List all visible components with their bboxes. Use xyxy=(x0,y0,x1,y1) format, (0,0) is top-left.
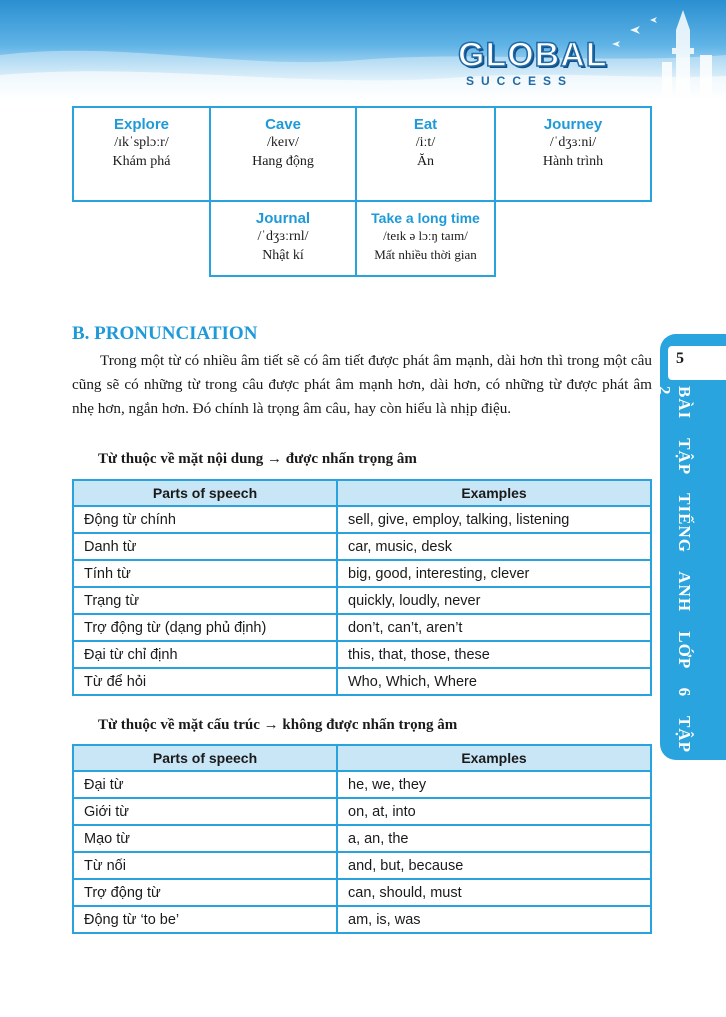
structure-words-heading: Từ thuộc về mặt cấu trúc → không được nhấn trọng âm xyxy=(98,717,458,733)
vocab-ipa: /keɪv/ xyxy=(267,135,299,150)
vocab-ipa: /teɪk ə lɔːŋ taɪm/ xyxy=(383,228,468,243)
vocab-cell xyxy=(72,106,211,202)
column-header: Examples xyxy=(337,480,651,506)
vocab-meaning: Nhật kí xyxy=(262,248,304,263)
content-words-table xyxy=(72,479,652,696)
unit-number: 5 xyxy=(676,350,684,367)
table-row xyxy=(73,771,651,798)
examples-cell: on, at, into xyxy=(337,798,651,825)
part-of-speech-cell: Động từ ‘to be’ xyxy=(73,906,337,933)
examples-cell: big, good, interesting, clever xyxy=(337,560,651,587)
vocab-word: Journey xyxy=(543,116,603,133)
vocab-meaning: Khám phá xyxy=(112,154,171,169)
vocab-cell xyxy=(355,200,496,277)
vocab-word: Explore xyxy=(113,116,170,133)
part-of-speech-cell: Giới từ xyxy=(73,798,337,825)
table-header-row xyxy=(73,480,651,506)
table-row xyxy=(73,506,651,533)
column-header: Examples xyxy=(337,745,651,771)
examples-cell: sell, give, employ, talking, listening xyxy=(337,506,651,533)
header-banner xyxy=(0,0,726,100)
examples-cell: car, music, desk xyxy=(337,533,651,560)
examples-cell: a, an, the xyxy=(337,825,651,852)
vocab-word: Journal xyxy=(255,210,311,227)
examples-cell: don’t, can’t, aren’t xyxy=(337,614,651,641)
vocab-ipa: /ɪkˈsplɔːr/ xyxy=(114,135,169,150)
vocab-cell xyxy=(494,106,652,202)
section-title: B. PRONUNCIATION xyxy=(72,323,258,344)
examples-cell: Who, Which, Where xyxy=(337,668,651,695)
part-of-speech-cell: Đại từ chỉ định xyxy=(73,641,337,668)
table-row xyxy=(73,614,651,641)
part-of-speech-cell: Động từ chính xyxy=(73,506,337,533)
part-of-speech-cell: Trợ động từ xyxy=(73,879,337,906)
examples-cell: this, that, those, these xyxy=(337,641,651,668)
table-row xyxy=(73,533,651,560)
examples-cell: quickly, loudly, never xyxy=(337,587,651,614)
table-header-row xyxy=(73,745,651,771)
vocab-word: Eat xyxy=(413,116,438,133)
table-row xyxy=(73,906,651,933)
vocab-meaning: Hang động xyxy=(252,154,314,169)
part-of-speech-cell: Tính từ xyxy=(73,560,337,587)
part-of-speech-cell: Từ nối xyxy=(73,852,337,879)
vocab-meaning: Ăn xyxy=(416,154,435,169)
header-decoration xyxy=(0,0,726,100)
logo-sub-text: SUCCESS xyxy=(466,74,574,88)
vocab-word: Take a long time xyxy=(371,210,480,226)
intro-paragraph: Trong một từ có nhiều âm tiết sẽ có âm tiết được phát âm mạnh, dài hơn thì trong một câu cũng sẽ có những từ trong câu được phát âm mạnh hơn, dài hơn, có những từ được phát âm nhẹ hơn, ngắn hơn. Đó chính là trọng âm câu, hay còn hiểu là nhịp điệu. xyxy=(72,352,652,417)
table-row xyxy=(73,825,651,852)
part-of-speech-cell: Trạng từ xyxy=(73,587,337,614)
column-header: Parts of speech xyxy=(73,745,337,771)
examples-cell: am, is, was xyxy=(337,906,651,933)
part-of-speech-cell: Danh từ xyxy=(73,533,337,560)
table-row xyxy=(73,852,651,879)
vocab-cell xyxy=(209,200,357,277)
part-of-speech-cell: Mạo từ xyxy=(73,825,337,852)
table-row xyxy=(73,798,651,825)
table-row xyxy=(73,668,651,695)
book-title-vertical: BÀI TẬP TIẾNG ANH LỚP 6 TẬP 2 xyxy=(655,386,694,753)
structure-words-table xyxy=(72,744,652,934)
part-of-speech-cell: Từ để hỏi xyxy=(73,668,337,695)
vocab-word: Cave xyxy=(265,116,301,133)
examples-cell: and, but, because xyxy=(337,852,651,879)
global-success-logo xyxy=(458,36,608,92)
part-of-speech-cell: Đại từ xyxy=(73,771,337,798)
vocab-meaning: Hành trình xyxy=(542,154,604,169)
content-words-heading: Từ thuộc về mặt nội dung → được nhấn trọng âm xyxy=(98,451,417,467)
table-row xyxy=(73,587,651,614)
vocab-cell xyxy=(209,106,357,202)
vocab-ipa: /ˈdʒɜːrnl/ xyxy=(257,229,309,244)
examples-cell: he, we, they xyxy=(337,771,651,798)
vocab-ipa: /iːt/ xyxy=(415,135,436,150)
vocab-cell xyxy=(355,106,496,202)
table-row xyxy=(73,641,651,668)
vocab-meaning: Mất nhiều thời gian xyxy=(374,247,477,262)
column-header: Parts of speech xyxy=(73,480,337,506)
part-of-speech-cell: Trợ động từ (dạng phủ định) xyxy=(73,614,337,641)
vocab-ipa: /ˈdʒɜːni/ xyxy=(549,135,597,150)
examples-cell: can, should, must xyxy=(337,879,651,906)
logo-main-text: GLOBAL xyxy=(458,36,608,74)
table-row xyxy=(73,879,651,906)
table-row xyxy=(73,560,651,587)
